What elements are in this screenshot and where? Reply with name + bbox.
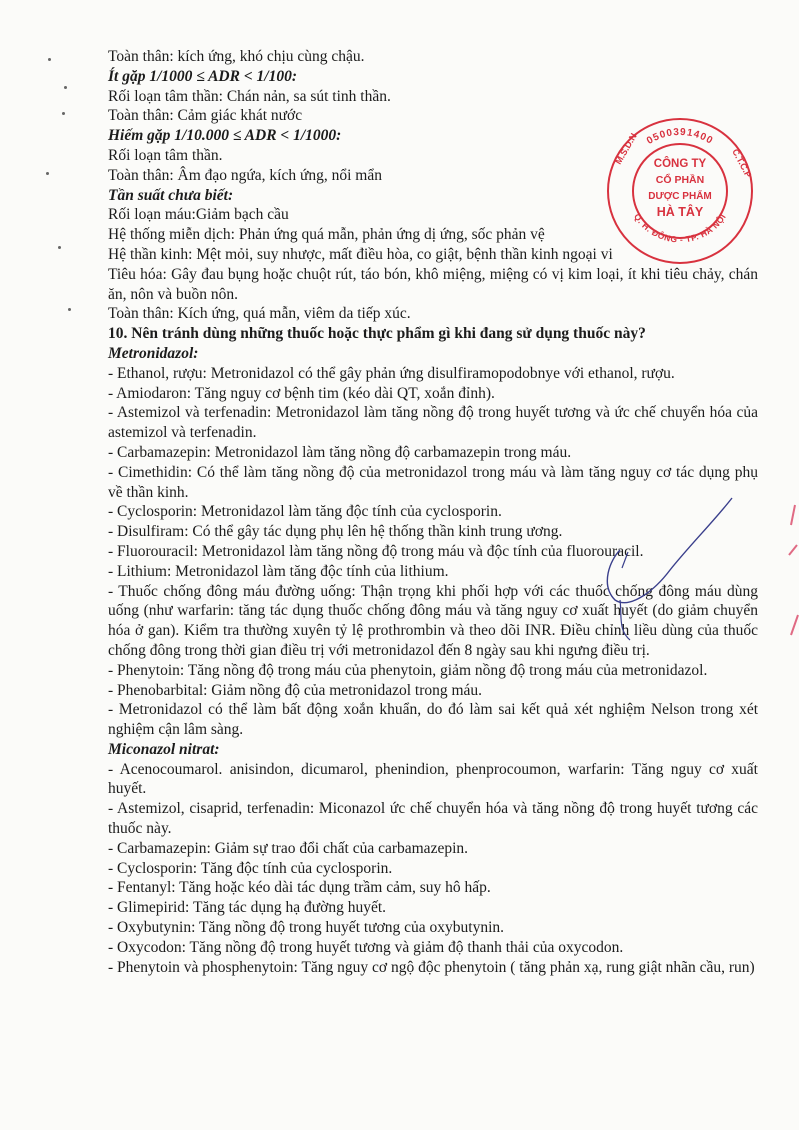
drug-heading: Miconazol nitrat: <box>108 740 220 758</box>
interaction-item: - Carbamazepin: Giảm sự trao đổi chất của carbamazepin. <box>108 839 469 857</box>
seal-ctcp: C.T.C.P <box>730 147 754 180</box>
interaction-item: - Oxycodon: Tăng nồng độ trong huyết tương và giảm độ thanh thải của oxycodon. <box>108 938 624 956</box>
text-paragraph: Tiêu hóa: Gây đau bụng hoặc chuột rút, táo bón, khô miệng, miệng có vị kim loại, ít khi tiêu chảy, chán ăn, nôn và buồn nôn. <box>108 265 758 303</box>
text-line: Hệ thần kinh: Mệt mỏi, suy nhược, mất điều hòa, co giật, bệnh thần kinh ngoại vi <box>108 245 613 263</box>
interaction-item: - Glimepirid: Tăng tác dụng hạ đường huyết. <box>108 899 387 917</box>
text-line: Toàn thân: Âm đạo ngứa, kích ứng, nổi mẩn <box>108 166 382 184</box>
frequency-heading: Hiếm gặp 1/10.000 ≤ ADR < 1/1000: <box>108 127 342 145</box>
interaction-item: - Fentanyl: Tăng hoặc kéo dài tác dụng trầm cảm, suy hô hấp. <box>108 879 491 897</box>
seal-line-1: CÔNG TY <box>653 158 707 170</box>
interaction-item: - Phenytoin: Tăng nồng độ trong máu của phenytoin, giảm nồng độ trong máu của metronidazol. <box>108 661 708 679</box>
interaction-item: - Phenytoin và phosphenytoin: Tăng nguy cơ ngộ độc phenytoin ( tăng phản xạ, rung giật nhãn cầu, run) <box>108 958 755 976</box>
interaction-item: - Cyclosporin: Tăng độc tính của cyclosporin. <box>108 859 393 877</box>
interaction-item: - Phenobarbital: Giảm nồng độ của metronidazol trong máu. <box>108 681 483 699</box>
company-seal <box>604 115 756 267</box>
text-line: Rối loạn tâm thần: Chán nản, sa sút tinh thần. <box>108 87 391 105</box>
interaction-item: - Metronidazol có thể làm bất động xoắn khuẩn, do đó làm sai kết quả xét nghiệm Nelson trong xét nghiệm cận lâm sàng. <box>108 701 758 739</box>
interaction-item: - Carbamazepin: Metronidazol làm tăng nồng độ carbamazepin trong máu. <box>108 443 572 461</box>
seal-line-3: DƯỢC PHẨM <box>648 191 712 202</box>
seal-line-2: CỔ PHẦN <box>655 174 705 186</box>
drug-heading: Metronidazol: <box>108 344 199 362</box>
interaction-item: - Thuốc chống đông máu đường uống: Thận trọng khi phối hợp với các thuốc chống đông máu dùng uống (như warfarin: tăng tác dụng thuốc chống đông máu và tăng nguy cơ xuất huyết (do giảm chuyển hóa ở gan). Kiểm tra thường xuyên tỷ lệ prothrombin và theo dõi INR. Điều chỉnh liều dùng của thuốc chống đông trong thời gian điều trị với metronidazol đến 8 ngày sau khi ngưng điều trị. <box>108 582 758 659</box>
pen-mark <box>560 490 740 650</box>
interaction-item: - Cimethidin: Có thể làm tăng nồng độ của metronidazol trong máu và làm tăng nguy cơ tác dụng phụ về thần kinh. <box>108 463 758 501</box>
interaction-item: - Amiodaron: Tăng nguy cơ bệnh tim (kéo dài QT, xoắn đỉnh). <box>108 384 495 402</box>
interaction-item: - Oxybutynin: Tăng nồng độ trong huyết tương của oxybutynin. <box>108 919 505 937</box>
interaction-item: - Ethanol, rượu: Metronidazol có thể gây phản ứng disulfiramopodobnye với ethanol, rượu. <box>108 364 675 382</box>
text-line: Rối loạn máu:Giảm bạch cầu <box>108 206 289 224</box>
interaction-item: - Disulfiram: Có thể gây tác dụng phụ lên hệ thống thần kinh trung ương. <box>108 523 563 541</box>
seal-msdn: M.S.D.N <box>613 131 639 166</box>
frequency-heading: Ít gặp 1/1000 ≤ ADR < 1/100: <box>108 67 297 85</box>
interaction-item: - Lithium: Metronidazol làm tăng độc tính của lithium. <box>108 562 449 580</box>
seal-number: 0500391400 <box>644 126 716 147</box>
interaction-item: - Cyclosporin: Metronidazol làm tăng độc tính của cyclosporin. <box>108 503 502 521</box>
interaction-item: - Astemizol, cisaprid, terfenadin: Miconazol ức chế chuyển hóa và tăng nồng độ trong huyết tương các thuốc này. <box>108 800 758 838</box>
seal-bottom: Q. H. ĐÔNG - TP. HÀ NỘI <box>631 211 729 245</box>
text-line: Toàn thân: Kích ứng, quá mẫn, viêm da tiếp xúc. <box>108 305 411 323</box>
edge-mark <box>785 495 799 645</box>
frequency-heading: Tần suất chưa biết: <box>108 186 234 204</box>
interaction-item: - Astemizol và terfenadin: Metronidazol làm tăng nồng độ trong huyết tương và ức chế chuyển hóa của astemizol và terfenadin. <box>108 404 758 442</box>
interaction-item: - Fluorouracil: Metronidazol làm tăng nồng độ trong máu và độc tính của fluorouracil. <box>108 542 644 560</box>
text-line: Hệ thống miễn dịch: Phản ứng quá mẫn, phản ứng dị ứng, sốc phản vệ <box>108 226 545 244</box>
seal-line-4: HÀ TÂY <box>656 205 704 219</box>
text-line: Rối loạn tâm thần. <box>108 146 223 164</box>
interaction-item: - Acenocoumarol. anisindon, dicumarol, phenindion, phenprocoumon, warfarin: Tăng nguy cơ xuất huyết. <box>108 760 758 798</box>
section-heading: 10. Nên tránh dùng những thuốc hoặc thực phẩm gì khi đang sử dụng thuốc này? <box>108 325 646 343</box>
text-line: Toàn thân: Cảm giác khát nước <box>108 107 303 125</box>
text-line: Toàn thân: kích ứng, khó chịu cùng chậu. <box>108 48 365 65</box>
